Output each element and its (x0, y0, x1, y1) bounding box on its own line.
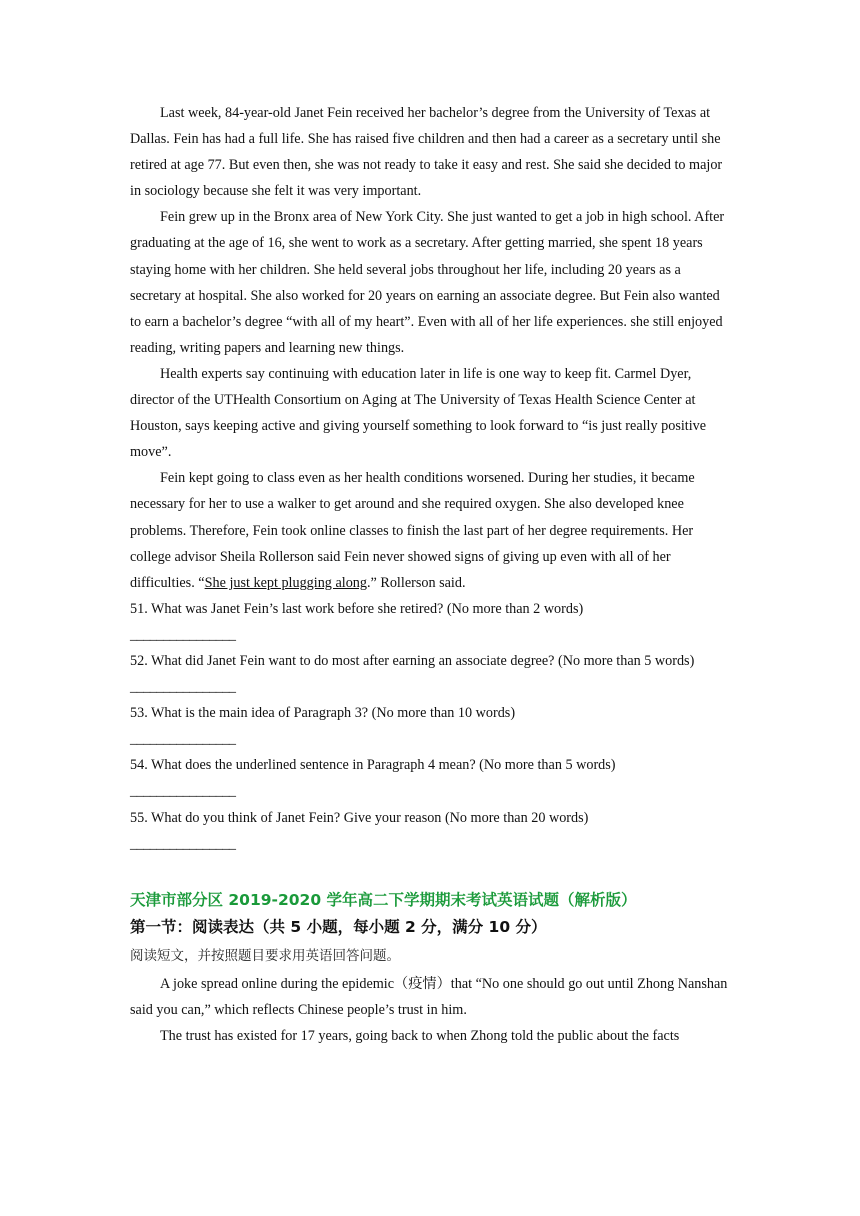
document-page (130, 100, 730, 1049)
passage-paragraph-3: Health experts say continuing with education later in life is one way to keep fit. Carmel Dyer, director of the UTHealth Consortium on Aging at The University of Texas Health Science Center at Houston, says keeping active and giving yourself something to look forward to “is just really positive move”. (130, 365, 707, 461)
paragraph-4-end: .” Rollerson said. (366, 574, 466, 591)
passage-paragraph-2: Fein grew up in the Bronx area of New York City. She just wanted to get a job in high school. After graduating at the age of 16, she went to work as a secretary. After getting married, she spent 18 years staying home with her children. She held several jobs throughout her life, including 20 years as a secretary at hospital. She also worked for 20 years on earning an associate degree. But Fein also wanted to earn a bachelor’s degree “with all of my heart”. Even with all of her life experiences. she still enjoyed reading, writing papers and learning new things. (130, 209, 725, 356)
question-53: 53. What is the main idea of Paragraph 3? (No more than 10 words) (130, 705, 516, 722)
answer-blank-53[interactable]: ________________ (130, 731, 236, 748)
answer-blank-55[interactable]: ________________ (130, 835, 236, 852)
section2-paragraph-2: The trust has existed for 17 years, going back to when Zhong told the public about the facts (160, 1027, 680, 1044)
answer-blank-51[interactable]: ________________ (130, 626, 236, 643)
section-instruction: 阅读短文，并按照题目要求用英语回答问题。 (130, 947, 400, 964)
answer-blank-52[interactable]: ________________ (130, 679, 236, 696)
paragraph-4-text: Fein kept going to class even as her health conditions worsened. During her studies, it became necessary for her to use a walker to get around and she required oxygen. She also developed knee problems. Therefore, Fein took online classes to finish the last part of her degree requirements. Her college advisor Sheila Rollerson said Fein never showed signs of giving up even with all of her difficulties. “ (130, 470, 695, 591)
question-52: 52. What did Janet Fein want to do most after earning an associate degree? (No more than 5 words) (130, 652, 695, 669)
question-51: 51. What was Janet Fein’s last work before she retired? (No more than 2 words) (130, 600, 584, 617)
passage-paragraph-1: Last week, 84-year-old Janet Fein received her bachelor’s degree from the University of Texas at Dallas. Fein has had a full life. She has raised five children and then had a career as a secretary until she retired at age 77. But even then, she was not ready to take it easy and rest. She said she decided to major in sociology because she felt it was very important. (130, 105, 723, 200)
section2-paragraph-1: A joke spread online during the epidemic（疫情）that “No one should go out until Zhong Nanshan said you can,” which reflects Chinese people’s trust in him. (130, 975, 728, 1018)
question-54: 54. What does the underlined sentence in Paragraph 4 mean? (No more than 5 words) (130, 757, 616, 774)
section-spacer (130, 857, 730, 887)
section-subtitle: 第一节：阅读表达（共 5 小题，每小题 2 分，满分 10 分） (130, 917, 547, 936)
section-title: 天津市部分区 2019-2020 学年高二下学期期末考试英语试题（解析版） (130, 890, 637, 909)
passage-paragraph-4 (130, 465, 730, 595)
question-55: 55. What do you think of Janet Fein? Give your reason (No more than 20 words) (130, 809, 589, 826)
underlined-sentence: She just kept plugging along (204, 574, 367, 591)
answer-blank-54[interactable]: ________________ (130, 783, 236, 800)
